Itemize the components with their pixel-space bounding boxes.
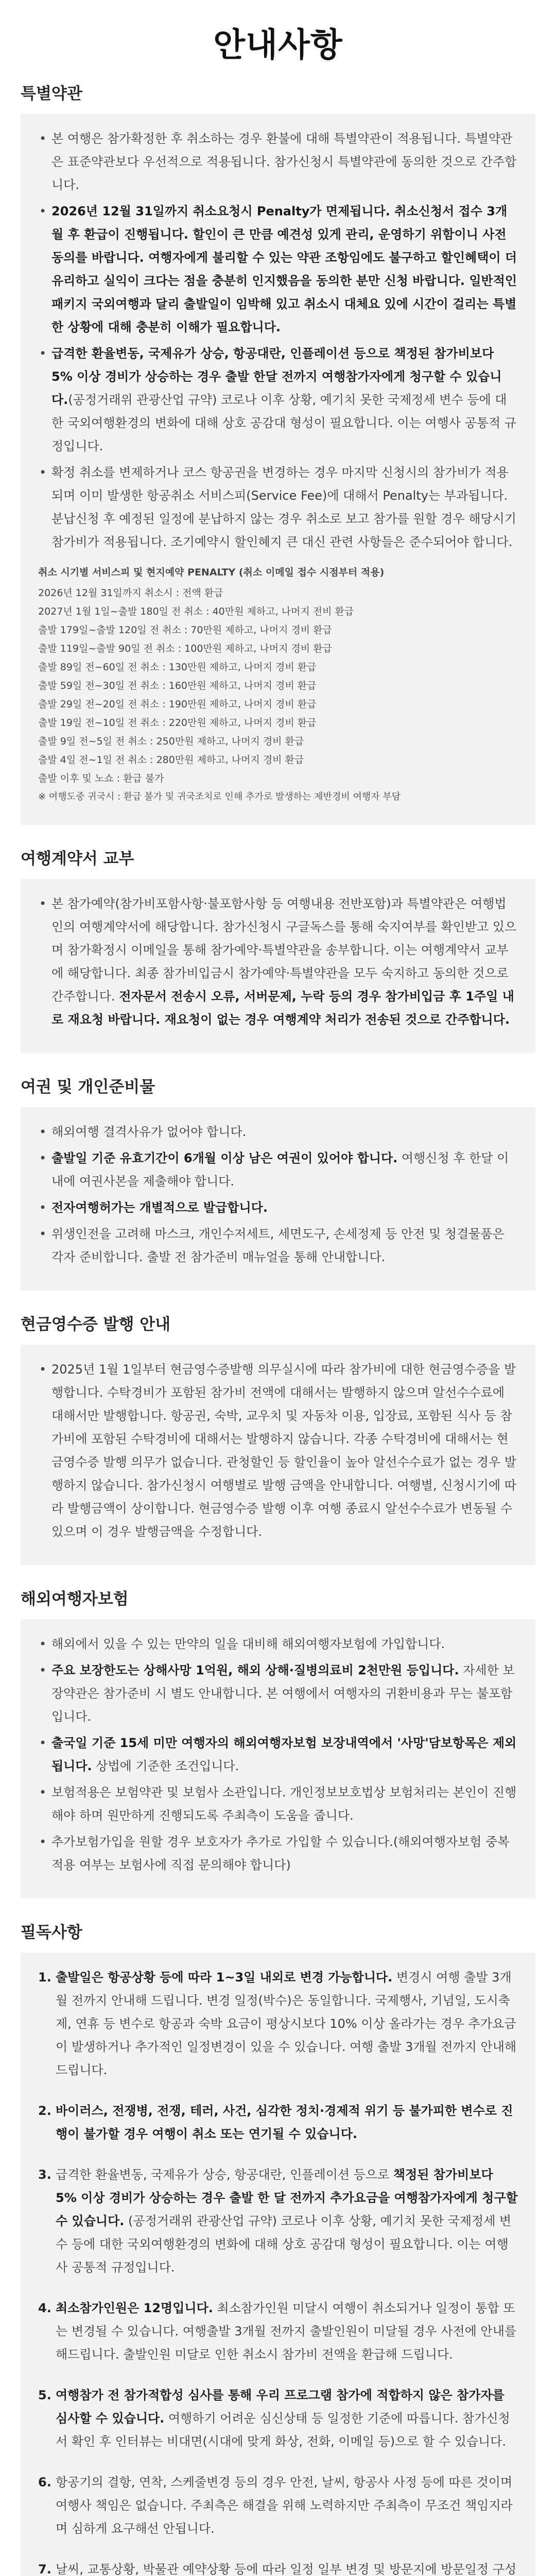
special-terms-list xyxy=(38,127,518,554)
passport-title: 여권 및 개인준비물 xyxy=(21,1078,155,1096)
penalty-line: 출발 9일 전~5일 전 취소 : 250만원 제하고, 나머지 경비 환급 xyxy=(38,736,304,747)
list-item: 1. 출발일은 항공상황 등에 따라 1~3일 내외로 변경 가능합니다. 변경시 여행 출발 3개월 전까지 안내해 드립니다. 변경 일정(박수)은 동일합니다. 국제행사, 기념일, 도시축제, 연휴 등 변수로 항공과 숙박 요금이 평상시보다 10% 이상 올라가는 경우 추가요금이 발생하거나 추가적인 일정변경이 있을 수 있습니다. 여행 출발 3개월 전까지 안내해 드립니다. xyxy=(38,1970,517,2077)
list-item: • 출국일 기준 15세 미만 여행자의 해외여행자보험 보장내역에서 '사망'담보항목은 제외됩니다. 상법에 기준한 조건입니다. xyxy=(38,1732,518,1778)
must-read-section xyxy=(0,1919,556,2576)
penalty-line: 출발 이후 및 노쇼 : 환급 불가 xyxy=(38,773,164,784)
passport-list xyxy=(38,1121,518,1269)
list-item: • 2026년 12월 31일까지 취소요청시 Penalty가 면제됩니다. 취소신청서 접수 3개월 후 환급이 진행됩니다. 할인이 큰 만큼 예견성 있게 관리, 운영하기 위함이니 사전동의를 바랍니다. 여행자에게 불리할 수 있는 약관 조항임에도 불구하고 할인혜택이 더 유리하고 실익이 크다는 점을 충분히 인지했음을 동의한 분만 신청 바랍니다. 일반적인 패키지 국외여행과 달리 출발일이 임박해 있고 취소시 대체요 있에 시간이 걸리는 특별한 상황에 대해 충분히 이해가 필요합니다. xyxy=(38,200,518,339)
penalty-line: 출발 4일 전~1일 전 취소 : 280만원 제하고, 나머지 경비 환급 xyxy=(38,754,304,766)
insurance-title: 해외여행자보험 xyxy=(21,1590,129,1608)
list-item: 6. 항공기의 결항, 연착, 스케줄변경 등의 경우 안전, 날씨, 항공사 사정 등에 따른 것이며 여행사 책임은 없습니다. 주최측은 해결을 위해 노력하지만 주최측이 무조건 책임지라며 심하게 요구해선 안됩니다. xyxy=(38,2475,513,2536)
contract-title: 여행계약서 교부 xyxy=(21,850,134,868)
contract-list xyxy=(38,892,518,1031)
penalty-table xyxy=(38,563,518,806)
list-item: 4. 최소참가인원은 12명입니다. 최소참가인원 미달시 여행이 취소되거나 일정이 통합 또는 변경될 수 있습니다. 여행출발 3개월 전까지 출발인원이 미달될 경우 사전에 안내를 해드립니다. 출발인원 미달로 인한 취소시 참가비 전액을 환급해 드립니다. xyxy=(38,2301,517,2362)
special-terms-title: 특별약관 xyxy=(21,84,82,103)
penalty-footnote: ※ 여행도중 귀국시 : 환급 불가 및 귀국조치로 인해 추가로 발생하는 제반경비 여행자 부담 xyxy=(38,791,401,802)
list-item: • 확정 취소를 변제하거나 코스 항공권을 변경하는 경우 마지막 신청시의 참가비가 적용되며 이미 발생한 항공취소 서비스피(Service Fee)에 대해서 Penalty는 부과됩니다. 분납신청 후 예정된 일정에 분납하지 않는 경우 취소로 보고 참가를 원할 경우 해당시기 참가비가 적용됩니다. 조기예약시 할인혜지 큰 대신 관련 사항들은 준수되어야 합니다. xyxy=(38,461,518,554)
passport-box xyxy=(21,1107,535,1291)
receipt-box xyxy=(21,1345,535,1565)
special-terms-section xyxy=(0,80,556,825)
list-item: • 보험적용은 보험약관 및 보험사 소관입니다. 개인정보보호법상 보험처리는 본인이 진행해야 하며 원만하게 진행되도록 주최측이 도움을 줍니다. xyxy=(38,1781,518,1827)
insurance-list xyxy=(38,1633,518,1877)
list-item: • 출발일 기준 유효기간이 6개월 이상 남은 여권이 있어야 합니다. 여행신청 후 한달 이내에 여권사본을 제출해야 합니다. xyxy=(38,1147,518,1193)
list-item: 3. 급격한 환율변동, 국제유가 상승, 항공대란, 인플레이션 등으로 책정된 참가비보다 5% 이상 경비가 상승하는 경우 출발 한 달 전까지 추가요금을 여행참가자에게 청구할 수 있습니다. (공정거래위 관광산업 규약) 코로나 이후 상황, 예기치 못한 국제정세 변수 등에 대한 국외여행환경의 변화에 대해 상호 공감대 형성이 필요합니다. 이는 여행사 공통적 규정입니다. xyxy=(38,2167,518,2275)
special-terms-box xyxy=(21,114,535,825)
list-item: 2. 바이러스, 전쟁병, 전쟁, 테러, 사건, 심각한 정치·경제적 위기 등 불가피한 변수로 진행이 불가할 경우 여행이 취소 또는 연기될 수 있습니다. xyxy=(38,2104,513,2141)
insurance-section xyxy=(0,1586,556,1899)
list-item: • 추가보험가입을 원할 경우 보호자가 추가로 가입할 수 있습니다.(해외여행자보험 중복적용 여부는 보험사에 직접 문의해야 합니다) xyxy=(38,1831,518,1877)
list-item: • 해외에서 있을 수 있는 만약의 일을 대비해 해외여행자보험에 가입합니다. xyxy=(38,1633,518,1656)
must-read-box xyxy=(21,1953,535,2576)
must-read-list xyxy=(38,1966,518,2576)
receipt-list xyxy=(38,1358,518,1544)
passport-section xyxy=(0,1074,556,1291)
list-item: • 본 참가예약(참가비포함사항·불포함사항 등 여행내용 전반포함)과 특별약관은 여행법인의 여행계약서에 해당합니다. 참가신청시 구글독스를 통해 숙지여부를 확인받고 있으며 참가확정시 이메일을 통해 참가예약·특별약관을 송부합니다. 이는 여행계약서 교부에 해당합니다. 최종 참가비입금시 참가예약·특별약관을 모두 숙지하고 동의한 것으로 간주합니다. 전자문서 전송시 오류, 서버문제, 누락 등의 경우 참가비입금 후 1주일 내로 재요청 바랍니다. 재요청이 없는 경우 여행계약 처리가 전송된 것으로 간주합니다. xyxy=(38,892,518,1031)
list-item: • 급격한 환율변동, 국제유가 상승, 항공대란, 인플레이션 등으로 책정된 참가비보다 5% 이상 경비가 상승하는 경우 출발 한달 전까지 여행참가자에게 청구할 수 있습니다.(공정거래위 관광산업 규약) 코로나 이후 상황, 예기치 못한 국제정세 변수 등에 대한 국외여행환경의 변화에 대해 상호 공감대 형성이 필요합니다. 이는 여행사 공통적 규정입니다. xyxy=(38,342,518,458)
contract-section xyxy=(0,845,556,1053)
penalty-line: 출발 19일 전~10일 전 취소 : 220만원 제하고, 나머지 경비 환급 xyxy=(38,717,317,728)
penalty-table-title: 취소 시기별 서비스피 및 현지예약 PENALTY (취소 이메일 접수 시점부터 적용) xyxy=(38,567,385,578)
penalty-line: 출발 59일 전~30일 전 취소 : 160만원 제하고, 나머지 경비 환급 xyxy=(38,680,317,691)
list-item: • 위생인전을 고려해 마스크, 개인수저세트, 세면도구, 손세정제 등 안전 및 청결물품은 각자 준비합니다. 출발 전 참가준비 매뉴얼을 통해 안내합니다. xyxy=(38,1223,518,1269)
list-item: 5. 여행참가 전 참가적합성 심사를 통해 우리 프로그램 참가에 적합하지 않은 참가자를 심사할 수 있습니다. 여행하기 어려운 심신상태 등 일정한 기준에 따릅니다. 참가신청서 확인 후 인터뷰는 비대면(시대에 맞게 화상, 전화, 이메일 등)으로 할 수 있습니다. xyxy=(38,2388,510,2449)
receipt-section xyxy=(0,1311,556,1565)
page-title: 안내사항 xyxy=(213,26,343,64)
penalty-line: 출발 179일~출발 120일 전 취소 : 70만원 제하고, 나머지 경비 환급 xyxy=(38,624,332,636)
list-item: • 전자여행허가는 개별적으로 발급합니다. xyxy=(38,1196,518,1219)
must-read-title: 필독사항 xyxy=(21,1923,82,1942)
penalty-line: 2026년 12월 31일까지 취소시 : 전액 환급 xyxy=(38,587,223,599)
receipt-title: 현금영수증 발행 안내 xyxy=(21,1315,171,1334)
penalty-line: 출발 29일 전~20일 전 취소 : 190만원 제하고, 나머지 경비 환급 xyxy=(38,699,317,710)
contract-box xyxy=(21,879,535,1053)
list-item: • 해외여행 결격사유가 없어야 합니다. xyxy=(38,1121,518,1144)
list-item: • 주요 보장한도는 상해사망 1억원, 해외 상해·질병의료비 2천만원 등입니다. 자세한 보장약관은 참가준비 시 별도 안내합니다. 본 여행에서 여행자의 귀환비용과 무는 불포함입니다. xyxy=(38,1659,518,1728)
list-item: 7. 날씨, 교통상황, 박물관 예약상황 등에 따라 일정 일부 변경 및 방문지에 방문일정 구성 xyxy=(38,2562,517,2576)
list-item: • 2025년 1월 1일부터 현금영수증발행 의무실시에 따라 참가비에 대한 현금영수증을 발행합니다. 수탁경비가 포함된 참가비 전액에 대해서는 발행하지 않으며 알선수수료에 대해서만 발행합니다. 항공권, 숙박, 교우치 및 자동차 이용, 입장료, 포함된 식사 등 참가비에 포함된 수탁경비에 대해서는 발행하지 않습니다. 각종 수탁경비에 대해서는 현금영수증 발행 의무가 없습니다. 관청할인 등 할인율이 높아 알선수수료가 없는 경우 발행하지 않습니다. 참가신청시 여행별로 발행 금액을 안내합니다. 여행별, 신청시기에 따라 발행금액이 상이합니다. 현금영수증 발행 이후 여행 종료시 알선수수료가 변동될 수 있으며 이 경우 발행금액을 수정합니다. xyxy=(38,1358,518,1544)
penalty-line: 2027년 1월 1일~출발 180일 전 취소 : 40만원 제하고, 나머지 전비 환급 xyxy=(38,606,354,617)
penalty-line: 출발 89일 전~60일 전 취소 : 130만원 제하고, 나머지 경비 환급 xyxy=(38,662,317,673)
insurance-box xyxy=(21,1619,535,1899)
penalty-line: 출발 119일~출발 90일 전 취소 : 100만원 제하고, 나머지 경비 환급 xyxy=(38,643,332,654)
list-item: • 본 여행은 참가확정한 후 취소하는 경우 환불에 대해 특별약관이 적용됩니다. 특별약관은 표준약관보다 우선적으로 적용됩니다. 참가신청시 특별약관에 동의한 것으로 간주합니다. xyxy=(38,127,518,197)
